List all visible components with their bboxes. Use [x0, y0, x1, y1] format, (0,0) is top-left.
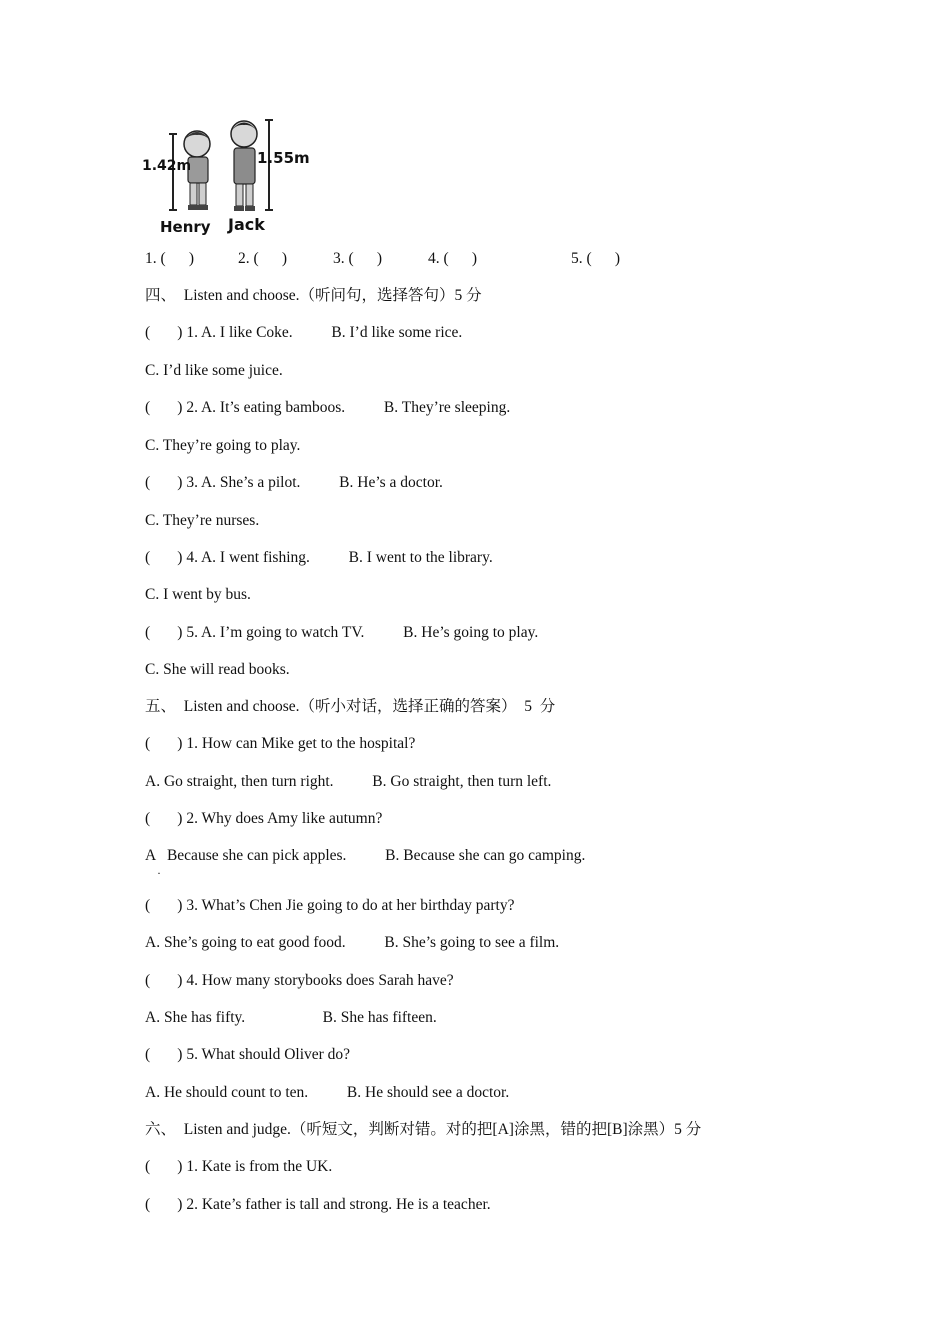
- s5-item1-answers: A. Go straight, then turn right. B. Go straight, then turn left.: [145, 773, 552, 790]
- s5-item4-answers: A. She has fifty. B. She has fifteen.: [145, 1009, 437, 1026]
- answer-blank-2[interactable]: 2. ( ): [238, 250, 288, 267]
- s5-item2-question: ( ) 2. Why does Amy like autumn?: [145, 810, 383, 827]
- s5-item3-question: ( ) 3. What’s Chen Jie going to do at her birthday party?: [145, 897, 515, 914]
- s4-item2-option-c: C. They’re going to play.: [145, 437, 301, 454]
- answer-blank-5[interactable]: 5. ( ): [571, 250, 621, 267]
- s6-item2: ( ) 2. Kate’s father is tall and strong. He is a teacher.: [145, 1196, 491, 1213]
- s5-item5-answers: A. He should count to ten. B. He should see a doctor.: [145, 1084, 510, 1101]
- s4-item2-question: ( ) 2. A. It’s eating bamboos. B. They’re sleeping.: [145, 399, 511, 416]
- section5-title: 五、 Listen and choose.（听小对话，选择正确的答案） 5 分: [145, 698, 556, 715]
- s4-item1-option-c: C. I’d like some juice.: [145, 362, 283, 379]
- s6-item1: ( ) 1. Kate is from the UK.: [145, 1158, 333, 1175]
- stray-dot: ·: [157, 866, 161, 880]
- section6-title: 六、 Listen and judge.（听短文，判断对错。对的把[A]涂黑，错的把[B]涂黑）5 分: [145, 1121, 702, 1138]
- s4-item5-question: ( ) 5. A. I’m going to watch TV. B. He’s going to play.: [145, 624, 539, 641]
- jack-name-label: Jack: [228, 215, 265, 234]
- jack-height-label: 1.55m: [257, 149, 310, 167]
- s5-item1-question: ( ) 1. How can Mike get to the hospital?: [145, 735, 416, 752]
- s5-item3-answers: A. She’s going to eat good food. B. She’s going to see a film.: [145, 934, 560, 951]
- s5-item2-answers: A Because she can pick apples. B. Because she can go camping.: [145, 847, 586, 864]
- answer-blank-3[interactable]: 3. ( ): [333, 250, 383, 267]
- s4-item4-question: ( ) 4. A. I went fishing. B. I went to the library.: [145, 549, 493, 566]
- answer-blank-4[interactable]: 4. ( ): [428, 250, 478, 267]
- s5-item5-question: ( ) 5. What should Oliver do?: [145, 1046, 351, 1063]
- height-figure: [140, 112, 312, 244]
- s4-item4-option-c: C. I went by bus.: [145, 586, 251, 603]
- answer-blanks-row: [145, 250, 645, 270]
- s4-item5-option-c: C. She will read books.: [145, 661, 290, 678]
- henry-height-label: 1.42m: [142, 158, 192, 174]
- s4-item3-option-c: C. They’re nurses.: [145, 512, 260, 529]
- section4-title: 四、 Listen and choose.（听问句，选择答句）5 分: [145, 287, 482, 304]
- s5-item4-question: ( ) 4. How many storybooks does Sarah have?: [145, 972, 454, 989]
- s4-item3-question: ( ) 3. A. She’s a pilot. B. He’s a doctor.: [145, 474, 443, 491]
- answer-blank-1[interactable]: 1. ( ): [145, 250, 195, 267]
- henry-name-label: Henry: [160, 218, 211, 236]
- s4-item1-question: ( ) 1. A. I like Coke. B. I’d like some rice.: [145, 324, 463, 341]
